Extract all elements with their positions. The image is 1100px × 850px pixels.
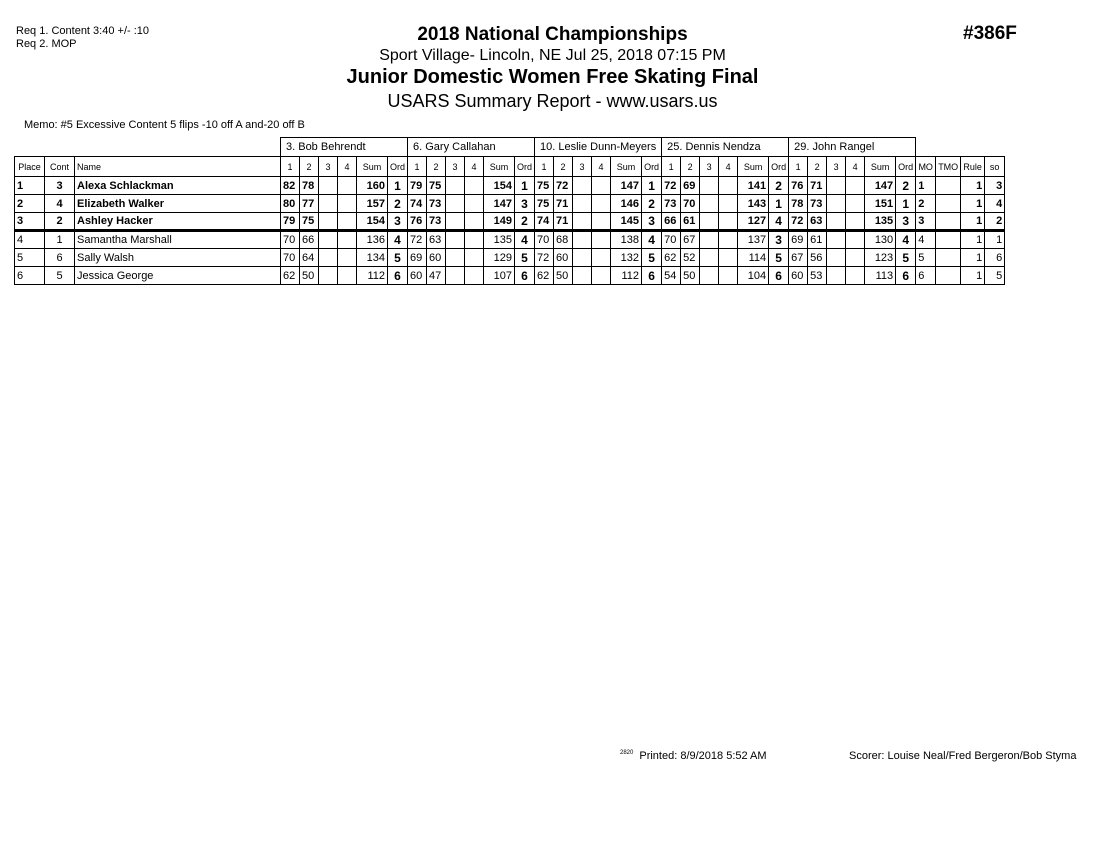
sum-cell: 114 [738,249,769,267]
mark-cell: 62 [281,267,300,285]
result-row [15,231,1005,249]
sum-cell: 130 [865,231,896,249]
ordinal-cell: 2 [769,177,789,195]
sum-cell: 137 [738,231,769,249]
ordinal-cell: 1 [896,195,916,213]
requirement-line: Req 1. Content 3:40 +/- :10 [16,25,150,37]
scorer-info: Scorer: Louise Neal/Fred Bergeron/Bob Styma [849,750,1077,762]
mark-cell: 69 [681,177,700,195]
sum-cell: 160 [357,177,388,195]
place-cell: 1 [15,177,45,195]
mark-cell: 76 [789,177,808,195]
mo-cell: 2 [916,195,936,213]
result-row [15,249,1005,267]
mark-cell [319,231,338,249]
report-subtitle: USARS Summary Report - www.usars.us [387,91,718,111]
sum-cell: 134 [357,249,388,267]
place-cell: 5 [15,249,45,267]
contestant-header: Cont [45,157,75,177]
report-header [300,24,805,112]
skater-name-cell: Ashley Hacker [75,213,281,231]
rule-cell: 1 [961,249,985,267]
mark-cell: 76 [408,213,427,231]
mark-cell: 67 [681,231,700,249]
ordinal-cell: 3 [388,213,408,231]
sum-cell: 132 [611,249,642,267]
contestant-number-cell: 3 [45,177,75,195]
mark-cell: 68 [554,231,573,249]
score-header: 1 [662,157,681,177]
mark-cell [846,267,865,285]
sum-cell: 147 [484,195,515,213]
mark-cell [827,249,846,267]
tmo-cell [936,213,961,231]
mark-cell [465,213,484,231]
mark-cell [338,213,357,231]
mark-cell: 60 [408,267,427,285]
mo-cell: 6 [916,267,936,285]
ordinal-header: Ord [642,157,662,177]
score-header: 4 [846,157,865,177]
sum-cell: 147 [865,177,896,195]
ordinal-cell: 1 [388,177,408,195]
ordinal-cell: 4 [896,231,916,249]
mark-cell: 78 [300,177,319,195]
score-header: 3 [319,157,338,177]
tmo-header: TMO [936,157,961,177]
mark-cell: 66 [300,231,319,249]
mark-cell: 56 [808,249,827,267]
mark-cell: 50 [681,267,700,285]
ordinal-cell: 3 [515,195,535,213]
mark-cell [446,195,465,213]
mark-cell: 72 [789,213,808,231]
sum-cell: 129 [484,249,515,267]
mark-cell: 70 [281,249,300,267]
mark-cell [319,195,338,213]
mark-cell: 62 [662,249,681,267]
requirements [16,25,149,51]
mark-cell [338,177,357,195]
score-header: 1 [408,157,427,177]
mark-cell: 77 [300,195,319,213]
sum-cell: 157 [357,195,388,213]
ordinal-cell: 1 [515,177,535,195]
mark-cell [719,177,738,195]
sum-header: Sum [611,157,642,177]
mark-cell [465,195,484,213]
mark-cell: 72 [554,177,573,195]
ordinal-cell: 4 [515,231,535,249]
mark-cell: 71 [554,213,573,231]
sum-cell: 154 [357,213,388,231]
mark-cell: 72 [535,249,554,267]
place-cell: 6 [15,267,45,285]
so-cell: 1 [985,231,1005,249]
venue-line: Sport Village- Lincoln, NE Jul 25, 2018 07:15 PM [379,47,726,64]
mark-cell [592,249,611,267]
mo-cell: 5 [916,249,936,267]
mark-cell: 70 [535,231,554,249]
mo-cell: 4 [916,231,936,249]
judge-name: 29. John Rangel [789,138,916,157]
score-header: 1 [535,157,554,177]
mark-cell: 50 [554,267,573,285]
mark-cell: 73 [427,195,446,213]
mark-cell [446,177,465,195]
ordinal-cell: 6 [515,267,535,285]
sum-cell: 104 [738,267,769,285]
ordinal-cell: 3 [769,231,789,249]
tmo-cell [936,249,961,267]
mark-cell [592,267,611,285]
so-cell: 4 [985,195,1005,213]
rule-cell: 1 [961,267,985,285]
mark-cell: 69 [789,231,808,249]
printed-info [620,750,767,762]
mark-cell [846,213,865,231]
score-header: 1 [281,157,300,177]
mark-cell [719,267,738,285]
judge-name: 3. Bob Behrendt [281,138,408,157]
tmo-cell [936,195,961,213]
mark-cell: 61 [808,231,827,249]
mark-cell: 62 [535,267,554,285]
sum-cell: 154 [484,177,515,195]
score-header: 3 [827,157,846,177]
mark-cell: 54 [662,267,681,285]
place-header: Place [15,157,45,177]
mark-cell: 61 [681,213,700,231]
mark-cell [592,213,611,231]
mark-cell [827,213,846,231]
ordinal-cell: 1 [642,177,662,195]
place-cell: 3 [15,213,45,231]
sum-cell: 138 [611,231,642,249]
sum-cell: 107 [484,267,515,285]
tmo-cell [936,177,961,195]
sum-cell: 151 [865,195,896,213]
mark-cell [338,231,357,249]
mark-cell: 63 [808,213,827,231]
mark-cell [319,177,338,195]
contestant-number-cell: 1 [45,231,75,249]
mark-cell [719,249,738,267]
requirement-line: Req 2. MOP [16,38,77,50]
mark-cell [573,231,592,249]
place-cell: 2 [15,195,45,213]
mark-cell [700,267,719,285]
mark-cell [592,195,611,213]
result-row [15,177,1005,195]
contestant-number-cell: 2 [45,213,75,231]
mark-cell [338,195,357,213]
skater-name-cell: Jessica George [75,267,281,285]
skater-name-cell: Sally Walsh [75,249,281,267]
mark-cell: 50 [300,267,319,285]
name-header: Name [75,157,281,177]
sum-cell: 149 [484,213,515,231]
mark-cell: 78 [789,195,808,213]
ordinal-cell: 2 [388,195,408,213]
mark-cell: 75 [300,213,319,231]
result-row [15,213,1005,231]
ordinal-cell: 5 [896,249,916,267]
rule-cell: 1 [961,177,985,195]
ordinal-header: Ord [769,157,789,177]
sum-cell: 123 [865,249,896,267]
mark-cell: 70 [662,231,681,249]
mark-cell: 60 [427,249,446,267]
tmo-cell [936,267,961,285]
ordinal-cell: 1 [769,195,789,213]
ordinal-cell: 6 [769,267,789,285]
mark-cell: 73 [808,195,827,213]
score-header: 4 [465,157,484,177]
mark-cell [338,249,357,267]
rule-cell: 1 [961,213,985,231]
result-row [15,267,1005,285]
sum-cell: 146 [611,195,642,213]
mark-cell: 60 [789,267,808,285]
mo-cell: 1 [916,177,936,195]
event-number: #386F [963,23,1017,44]
mark-cell [319,213,338,231]
mark-cell [446,213,465,231]
mark-cell [719,213,738,231]
mark-cell: 63 [427,231,446,249]
so-cell: 2 [985,213,1005,231]
mark-cell [592,177,611,195]
ordinal-cell: 3 [642,213,662,231]
sum-cell: 147 [611,177,642,195]
mark-cell: 71 [554,195,573,213]
so-cell: 5 [985,267,1005,285]
mark-cell [827,177,846,195]
ordinal-cell: 3 [896,213,916,231]
rule-cell: 1 [961,195,985,213]
mark-cell [446,249,465,267]
so-cell: 6 [985,249,1005,267]
mo-header: MO [916,157,936,177]
mark-cell [827,195,846,213]
mark-cell [446,231,465,249]
ordinal-cell: 5 [769,249,789,267]
mark-cell: 82 [281,177,300,195]
mark-cell: 64 [300,249,319,267]
sum-cell: 135 [865,213,896,231]
report-code: 2820 [620,750,634,756]
skater-name-cell: Elizabeth Walker [75,195,281,213]
mark-cell: 60 [554,249,573,267]
mark-cell [446,267,465,285]
mark-cell: 75 [535,195,554,213]
score-header: 1 [789,157,808,177]
mark-cell [465,231,484,249]
score-header: 2 [554,157,573,177]
sum-cell: 112 [357,267,388,285]
ordinal-cell: 6 [896,267,916,285]
mark-cell [700,249,719,267]
mark-cell [719,231,738,249]
mark-cell [700,213,719,231]
score-header: 4 [592,157,611,177]
sum-cell: 136 [357,231,388,249]
mark-cell [319,267,338,285]
mark-cell: 72 [408,231,427,249]
mark-cell: 52 [681,249,700,267]
mark-cell [592,231,611,249]
contestant-number-cell: 5 [45,267,75,285]
mark-cell [573,213,592,231]
mark-cell: 75 [535,177,554,195]
mark-cell: 73 [662,195,681,213]
mark-cell: 79 [281,213,300,231]
sum-cell: 141 [738,177,769,195]
score-header: 2 [300,157,319,177]
sum-cell: 112 [611,267,642,285]
mark-cell [846,249,865,267]
mark-cell [846,195,865,213]
mark-cell [846,231,865,249]
mark-cell: 74 [535,213,554,231]
mark-cell: 72 [662,177,681,195]
tmo-cell [936,231,961,249]
mark-cell [700,177,719,195]
mark-cell [573,195,592,213]
judge-name: 25. Dennis Nendza [662,138,789,157]
memo: Memo: #5 Excessive Content 5 flips -10 off A and-20 off B [24,119,305,131]
championship-title: 2018 National Championships [417,24,688,45]
mark-cell: 70 [681,195,700,213]
score-header: 3 [573,157,592,177]
mark-cell [465,267,484,285]
ordinal-header: Ord [388,157,408,177]
mark-cell [719,195,738,213]
judge-name: 10. Leslie Dunn-Meyers [535,138,662,157]
ordinal-cell: 6 [388,267,408,285]
mark-cell [827,267,846,285]
ordinal-header: Ord [896,157,916,177]
so-cell: 3 [985,177,1005,195]
ordinal-cell: 2 [642,195,662,213]
mo-cell: 3 [916,213,936,231]
ordinal-cell: 4 [388,231,408,249]
mark-cell [700,231,719,249]
mark-cell: 47 [427,267,446,285]
blank-cell [15,138,281,157]
sum-header: Sum [738,157,769,177]
mark-cell [846,177,865,195]
ordinal-cell: 4 [769,213,789,231]
so-header: so [985,157,1005,177]
mark-cell: 80 [281,195,300,213]
score-header: 4 [719,157,738,177]
contestant-number-cell: 6 [45,249,75,267]
skater-name-cell: Alexa Schlackman [75,177,281,195]
score-header: 3 [446,157,465,177]
sum-cell: 127 [738,213,769,231]
score-header: 2 [808,157,827,177]
score-header: 4 [338,157,357,177]
ordinal-cell: 5 [642,249,662,267]
contestant-number-cell: 4 [45,195,75,213]
result-row [15,195,1005,213]
rule-cell: 1 [961,231,985,249]
mark-cell [573,177,592,195]
score-header: 3 [700,157,719,177]
column-header-row [15,157,1005,177]
score-header: 2 [427,157,446,177]
mark-cell: 73 [427,213,446,231]
mark-cell [573,267,592,285]
mark-cell [319,249,338,267]
rule-header: Rule [961,157,985,177]
mark-cell [573,249,592,267]
ordinal-cell: 2 [515,213,535,231]
results-table [14,137,1005,285]
event-title: Junior Domestic Women Free Skating Final [346,66,759,88]
place-cell: 4 [15,231,45,249]
ordinal-cell: 5 [515,249,535,267]
sum-cell: 145 [611,213,642,231]
ordinal-cell: 6 [642,267,662,285]
mark-cell [700,195,719,213]
sum-header: Sum [484,157,515,177]
mark-cell: 69 [408,249,427,267]
mark-cell: 66 [662,213,681,231]
ordinal-header: Ord [515,157,535,177]
judge-header-row [15,138,1005,157]
sum-cell: 113 [865,267,896,285]
mark-cell: 67 [789,249,808,267]
sum-header: Sum [357,157,388,177]
sum-cell: 143 [738,195,769,213]
judge-name: 6. Gary Callahan [408,138,535,157]
mark-cell: 74 [408,195,427,213]
mark-cell [338,267,357,285]
mark-cell [465,249,484,267]
skater-name-cell: Samantha Marshall [75,231,281,249]
ordinal-cell: 4 [642,231,662,249]
score-header: 2 [681,157,700,177]
mark-cell: 70 [281,231,300,249]
sum-cell: 135 [484,231,515,249]
mark-cell [827,231,846,249]
mark-cell: 79 [408,177,427,195]
mark-cell: 75 [427,177,446,195]
mark-cell: 53 [808,267,827,285]
mark-cell [465,177,484,195]
ordinal-cell: 2 [896,177,916,195]
ordinal-cell: 5 [388,249,408,267]
mark-cell: 71 [808,177,827,195]
sum-header: Sum [865,157,896,177]
printed-timestamp: Printed: 8/9/2018 5:52 AM [639,750,767,762]
